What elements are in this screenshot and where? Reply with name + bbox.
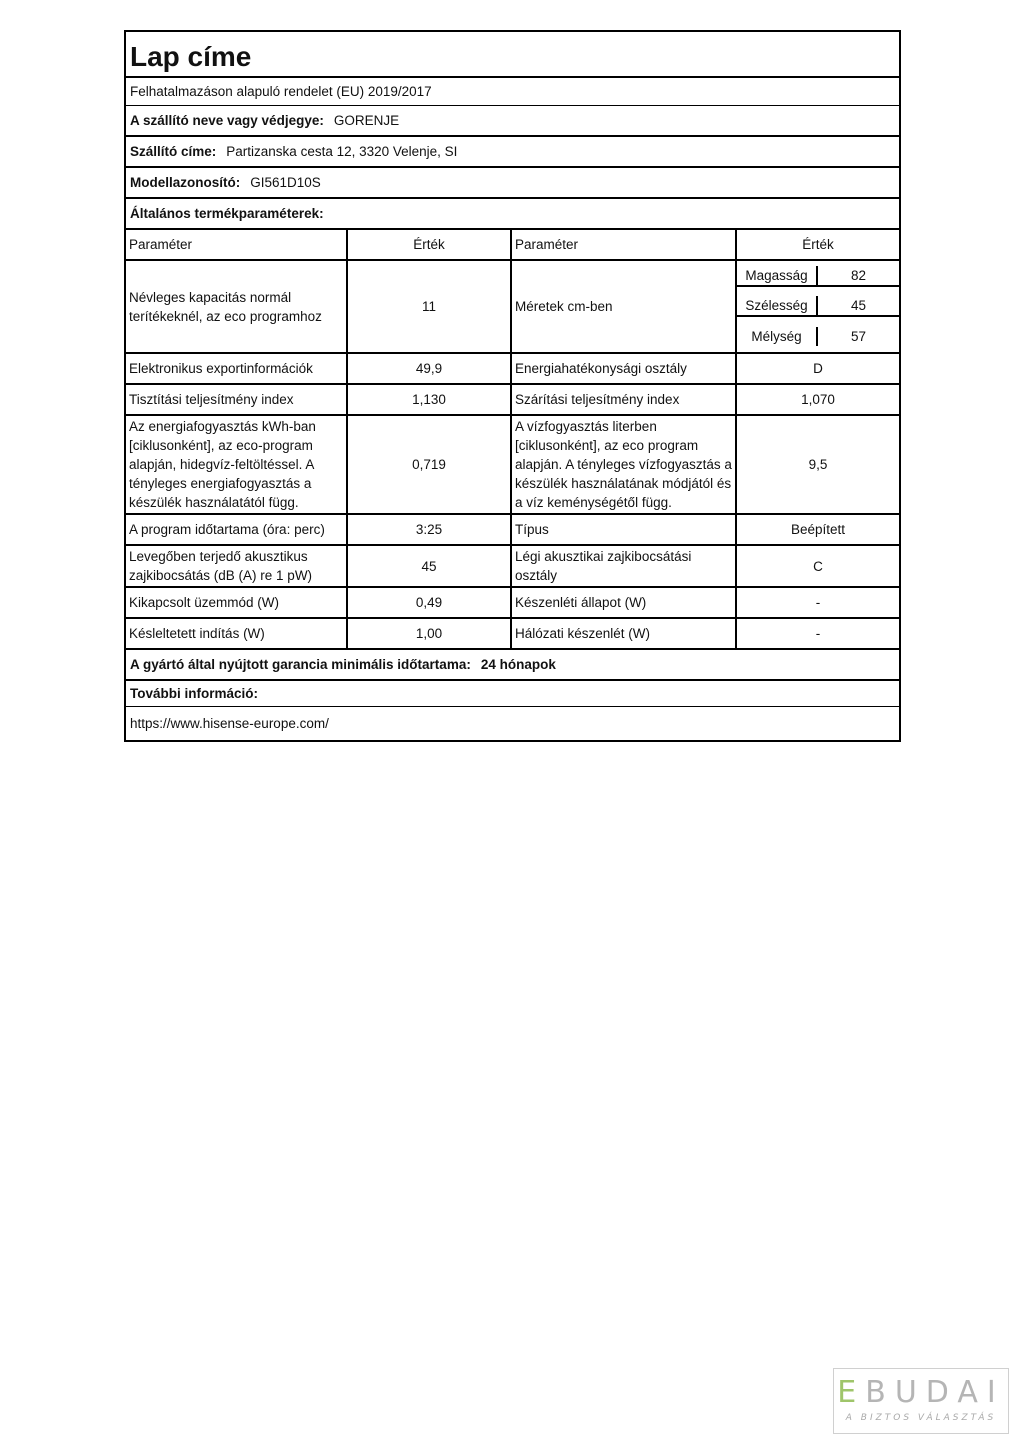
supplier-address-value: Partizanska cesta 12, 3320 Velenje, SI [226,144,458,159]
header-value-1: Érték [348,230,512,259]
param-value: 1,130 [348,385,512,414]
param-label: Szárítási teljesítmény index [512,385,737,414]
dimensions-table [737,261,899,352]
param-label: Hálózati készenlét (W) [512,619,737,648]
warranty-row [126,650,899,681]
model-value: GI561D10S [250,175,321,190]
param-value: 1,00 [348,619,512,648]
regulation-text: Felhatalmazáson alapuló rendelet (EU) 2019/2017 [126,78,899,106]
param-label: Levegőben terjedő akusztikus zajkibocsátás (dB (A) re 1 pW) [126,546,348,586]
param-value: - [815,595,821,610]
table-row [126,416,899,515]
model-row [126,168,899,199]
param-label: Késleltetett indítás (W) [126,619,348,648]
supplier-name-value: GORENJE [333,113,400,128]
page-title: Lap címe [126,32,899,78]
model-label: Modellazonosító: [130,175,241,190]
dimension-height-row [737,266,899,287]
param-value: - [815,626,821,641]
param-label: Tisztítási teljesítmény index [126,385,348,414]
param-label: A program időtartama (óra: perc) [126,515,348,544]
product-information-sheet [124,30,901,742]
param-value: 1,070 [801,392,835,407]
table-row [126,515,899,546]
dimensions-label: Méretek cm-ben [512,261,737,352]
more-info-link[interactable]: https://www.hisense-europe.com/ [130,716,329,731]
param-value: 0,49 [348,588,512,617]
param-value: D [813,361,823,376]
dimension-width-label: Szélesség [737,296,818,315]
param-value: 9,5 [808,457,828,472]
table-row-capacity [126,261,899,354]
param-value: C [813,558,823,574]
ebudai-logo [833,1368,1009,1434]
dimension-depth-row [737,327,899,346]
param-value: 3:25 [348,515,512,544]
dimension-depth-label: Mélység [737,327,818,346]
param-label: Légi akusztikai zajkibocsátási osztály [512,546,737,586]
table-row [126,619,899,650]
param-label: Az energiafogyasztás kWh-ban [ciklusonként], az eco-program alapján, hidegvíz-feltöltéssel. A tényleges energiafogyasztás a készülék használatától függ. [126,416,348,513]
warranty-label: A gyártó által nyújtott garancia minimális időtartama: [130,657,471,672]
param-value: 49,9 [348,354,512,383]
table-row [126,588,899,619]
table-row [126,385,899,416]
dimension-height-label: Magasság [737,266,818,285]
dimension-width-value: 45 [850,297,867,313]
supplier-name-row [126,106,899,137]
param-label: Kikapcsolt üzemmód (W) [126,588,348,617]
param-label: Elektronikus exportinformációk [126,354,348,383]
dimension-height-value: 82 [850,267,867,283]
header-parameter-1: Paraméter [126,230,348,259]
table-row [126,354,899,385]
capacity-label: Névleges kapacitás normál terítékeknél, az eco programhoz [126,261,348,352]
header-value-2: Érték [802,237,834,252]
logo-text-rest: BUDAI [865,1375,1005,1410]
supplier-name-label: A szállító neve vagy védjegye: [130,113,324,128]
param-label: Energiahatékonysági osztály [512,354,737,383]
logo-letter-e: E [837,1375,866,1410]
table-header-row [126,230,899,261]
param-value: 0,719 [348,416,512,513]
supplier-address-label: Szállító címe: [130,144,217,159]
param-value: 45 [348,546,512,586]
warranty-value: 24 hónapok [480,657,556,672]
more-info-label: További információ: [126,681,899,707]
logo-tagline: A BIZTOS VÁLASZTÁS [845,1413,997,1423]
capacity-value: 11 [348,261,512,352]
header-parameter-2: Paraméter [512,230,737,259]
supplier-address-row [126,137,899,168]
dimension-depth-value: 57 [850,329,867,345]
param-label: A vízfogyasztás literben [ciklusonként], az eco program alapján. A tényleges vízfogyasztás a készülék használatának módjától és a víz keménységétől függ. [512,416,737,513]
param-label: Típus [512,515,737,544]
param-label: Készenléti állapot (W) [512,588,737,617]
table-row [126,546,899,588]
dimension-width-row [737,296,899,317]
logo-wordmark [834,1375,1008,1410]
general-params-heading: Általános termékparaméterek: [126,199,899,230]
param-value: Beépített [790,522,846,537]
